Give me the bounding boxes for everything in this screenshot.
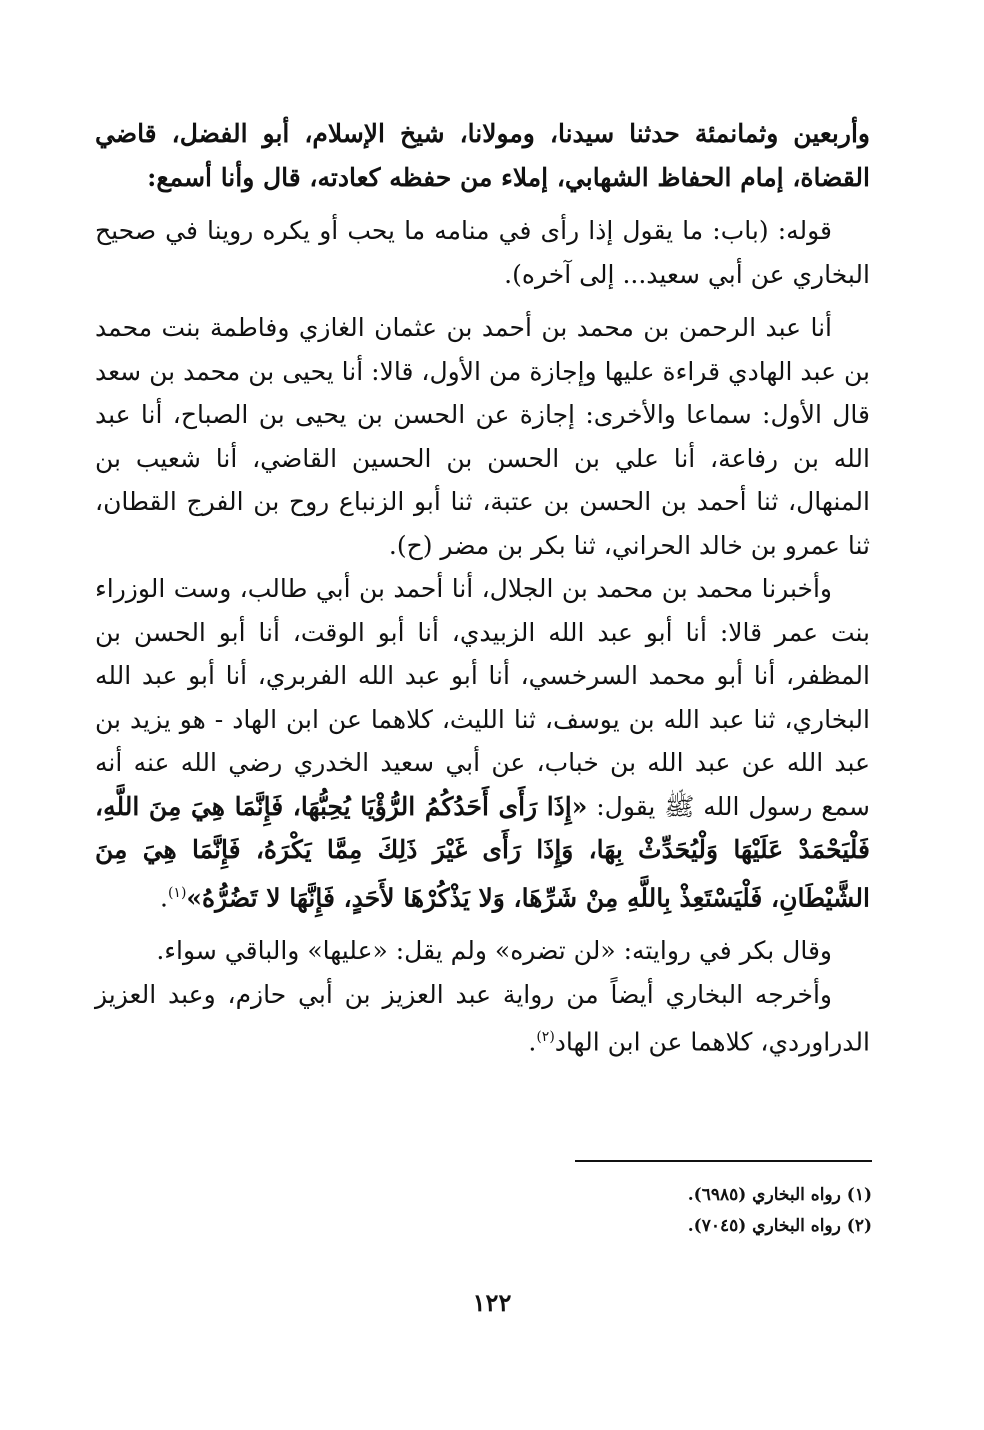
- footnote-ref-2: (٢): [536, 1029, 555, 1046]
- bukhari-note-text: وأخرجه البخاري أيضاً من رواية عبد العزيز بن أبي حازم، وعبد العزيز الدراوردي، كلاهما عن ابن الهاد: [95, 979, 870, 1057]
- footnotes: [452, 1180, 872, 1242]
- bukhari-note-end: .: [528, 1027, 537, 1057]
- footnote-ref-1: (١): [167, 884, 187, 901]
- paragraph-isnad-1: أنا عبد الرحمن بن محمد بن أحمد بن عثمان الغازي وفاطمة بنت محمد بن عبد الهادي قراءة عليها وإجازة من الأول، قالا: أنا يحيى بن محمد بن سعد قال الأول: سماعا والأخرى: إجازة عن الحسن بن يحيى بن الصباح، أنا عبد الله بن رفاعة، أنا علي بن الحسن بن الحسين القاضي، أنا شعيب بن المنهال، ثنا أحمد بن الحسن بن عتبة، ثنا أبو الزنباع روح بن الفرج القطان، ثنا عمرو بن خالد الحراني، ثنا بكر بن مضر (ح).: [95, 313, 870, 560]
- footnote-1: (١) رواه البخاري (٦٩٨٥).: [687, 1185, 872, 1205]
- hadith-end-mark: .: [159, 882, 168, 912]
- paragraph-intro: وأربعين وثمانمئة حدثنا سيدنا، ومولانا، شيخ الإسلام، أبو الفضل، قاضي القضاة، إمام الحفاظ الشهابي، إملاء من حفظه كعادته، قال وأنا أسمع:: [95, 119, 870, 192]
- page-body: [95, 112, 870, 1064]
- isnad-text: وأخبرنا محمد بن محمد بن الجلال، أنا أحمد بن أبي طالب، وست الوزراء بنت عمر قالا: أنا أبو عبد الله الزبيدي، أنا أبو الوقت، أنا أبو الحسن بن المظفر، أنا أبو محمد السرخسي، أنا أبو عبد الله الفربري، أنا أبو عبد الله البخاري، ثنا عبد الله بن يوسف، ثنا الليث، كلاهما عن ابن الهاد - هو يزيد بن عبد الله عن عبد الله بن خباب، عن أبي سعيد الخدري رضي الله عنه أنه سمع رسول الله ﷺ يقول:: [95, 574, 870, 821]
- paragraph-bukhari-note: [95, 973, 870, 1064]
- footnote-divider: [575, 1160, 872, 1162]
- hadith-text: «إِذَا رَأَى أَحَدُكُمُ الرُّؤْيَا يُحِبُّهَا، فَإِنَّمَا هِيَ مِنَ اللَّهِ، فَلْيَحْمَدْ عَلَيْهَا وَلْيُحَدِّثْ بِهَا، وَإِذَا رَأَى غَيْرَ ذَلِكَ مِمَّا يَكْرَهُ، فَإِنَّمَا هِيَ مِنَ الشَّيْطَانِ، فَلْيَسْتَعِذْ بِاللَّهِ مِنْ شَرِّهَا، وَلا يَذْكُرْهَا لأَحَدٍ، فَإِنَّهَا لا تَضُرُّهُ»: [95, 791, 870, 912]
- paragraph-isnad-2: [95, 567, 870, 919]
- paragraph-chapter-quote: قوله: (باب: ما يقول إذا رأى في منامه ما يحب أو يكره روينا في صحيح البخاري عن أبي سعيد... إلى آخره).: [95, 216, 870, 289]
- footnote-2: (٢) رواه البخاري (٧٠٤٥).: [687, 1216, 872, 1236]
- paragraph-bakr-narration: وقال بكر في روايته: «لن تضره» ولم يقل: «عليها» والباقي سواء.: [156, 936, 832, 966]
- page-number: ١٢٢: [472, 1288, 512, 1317]
- main-text: [95, 112, 870, 1064]
